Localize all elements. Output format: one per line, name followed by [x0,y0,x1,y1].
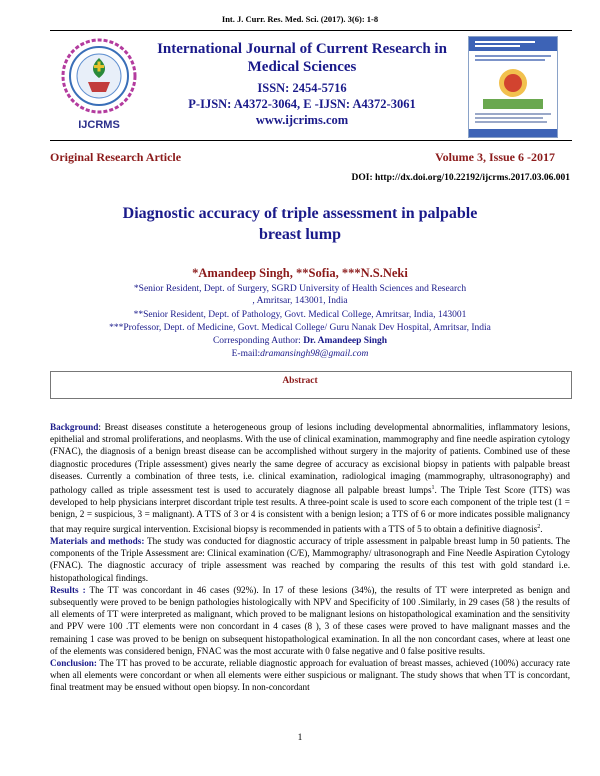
page-number: 1 [297,733,303,743]
pissn: P-IJSN: A4372-3064, E -IJSN: A4372-3061 [188,97,416,111]
affiliation-1-line-2: , Amritsar, 143001, India [252,296,348,306]
background-text-1: : Breast diseases constitute a heterogeneous group of lesions including developmental abnormalities, inflammatory lesions, epithelial and stromal proliferations, and neoplasms. With the use of clinical examination, mammography and fine needle aspiration cytology (FNAC), the diagnosis of a benign breast disease can be accomplished without surgery in the majority of patients. Combined use of these diagnostic procedures (Triple assessment) gives nearly the same degree of accuracy as excisional biopsy in patients with palpable breast diseases. Currently a combination of three tests, i.e. clinical examination, radiological imaging (mammography, ultrasonography) and pathology called as triple assessment test is used to accurately diagnose all palpable breast lumps [50,422,570,496]
reference-1: 1 [431,485,435,492]
journal-masthead [142,40,462,128]
abstract-results [50,584,570,657]
background-text-2: . The Triple Test Score (TTS) was developed to help physicians interpret discordant triple test results. A three-point scale is used to score each component of the triple test (1 = benign, 2 = suspicious, 3 = malignant). A TTS of 3 or 4 is consistent with a benign lesion; a TTS of 6 or more indicates possible malignancy that may require surgical intervention. Excisional biopsy is recommended in patients with a TTS of 5 to obtain a definitive diagnosis [50,485,570,534]
abstract-heading: Abstract [282,376,318,386]
affiliation-3: ***Professor, Dept. of Medicine, Govt. Medical College/ Guru Nanak Dev Hospital, Amritsar, India [109,323,491,333]
methods-label: Materials and methods: [50,535,145,546]
title-line-1: Diagnostic accuracy of triple assessment in palpable [122,205,478,222]
corresponding-author-name: Dr. Amandeep Singh [303,336,388,346]
email-line [30,348,570,360]
logo-text: IJCRMS [78,119,120,131]
header-rule [50,30,572,31]
results-text: The TT was concordant in 46 cases (92%). In 17 of these lesions (34%), the results of TT were interpreted as benign and subsequently were proved to be benign pathologies histologically with NPV and Specificity of 100 .Similarly, in 29 cases (58 ) the results of all elements of TT were interpreted as malignant, which proved to be malignant lesions on histopathological examination and the sensitivity and PPV were 100 .TT elements were non concordant in 4 cases (8 ), 3 of these cases were proved to have malignant masses and the remaining 1 case was proved to be benign on subsequent histopathological examination. In all the non concordant cases, where at least one of the elements was considered benign, FNAC was the most accurate with 0 false negative and 0 false positive results. [50,584,570,656]
abstract-background [50,421,570,535]
abstract-methods [50,535,570,584]
issn: ISSN: 2454-5716 [257,81,347,95]
methods-text: The study was conducted for diagnostic accuracy of triple assessment in palpable breast lump in 50 patients. The components of the Triple Assessment are: Clinical examination (C/E), Mammography/ ultrasonograph and Fine Needle Aspiration Cytology (FNAC). The diagnostic accuracy of triple assessment was reached by comparing the results of this test with gold standard i.e. histopathological findings. [50,535,571,583]
journal-name: International Journal of Current Research in Medical Sciences [157,41,447,75]
title-line-2: breast lump [259,226,341,243]
email-link[interactable]: dramansingh98@gmail.com [260,349,369,359]
corresponding-author [30,335,570,347]
affiliation-2: **Senior Resident, Dept. of Pathology, Govt. Medical College, Amritsar, India, 143001 [133,310,467,320]
affiliation-1 [30,283,570,307]
doi-link[interactable]: DOI: http://dx.doi.org/10.22192/ijcrms.2017.03.06.001 [351,173,570,183]
affiliation-1-line-1: *Senior Resident, Dept. of Surgery, SGRD University of Health Sciences and Research [133,284,467,294]
author-list: *Amandeep Singh, **Sofia, ***N.S.Neki [192,266,408,280]
journal-cover-thumbnail [468,36,558,138]
running-header: Int. J. Curr. Res. Med. Sci. (2017). 3(6): 1-8 [221,14,379,24]
conclusion-text: The TT has proved to be accurate, reliable diagnostic approach for evaluation of breast masses, achieved (100%) accuracy rate when all elements were concordant or when all elements were either suspicious or malignant. The study shows that when TT is concordant, final treatment may be ensued without open biopsy. In non-concordant [50,657,570,693]
article-title [80,203,520,245]
conclusion-label: Conclusion: [50,657,97,668]
background-label: Background [50,422,99,432]
journal-website[interactable]: www.ijcrims.com [255,113,349,127]
article-type: Original Research Article [50,150,182,164]
email-label: E-mail: [231,349,261,359]
journal-logo [58,38,140,134]
volume-issue: Volume 3, Issue 6 -2017 [435,150,555,164]
reference-2: 2 [537,523,541,530]
abstract-conclusion [50,657,570,694]
results-label: Results : [50,584,86,595]
masthead-rule [50,140,572,141]
corresponding-author-label: Corresponding Author: [212,336,304,346]
abstract-body [50,421,570,694]
background-text-3: . [540,523,543,534]
